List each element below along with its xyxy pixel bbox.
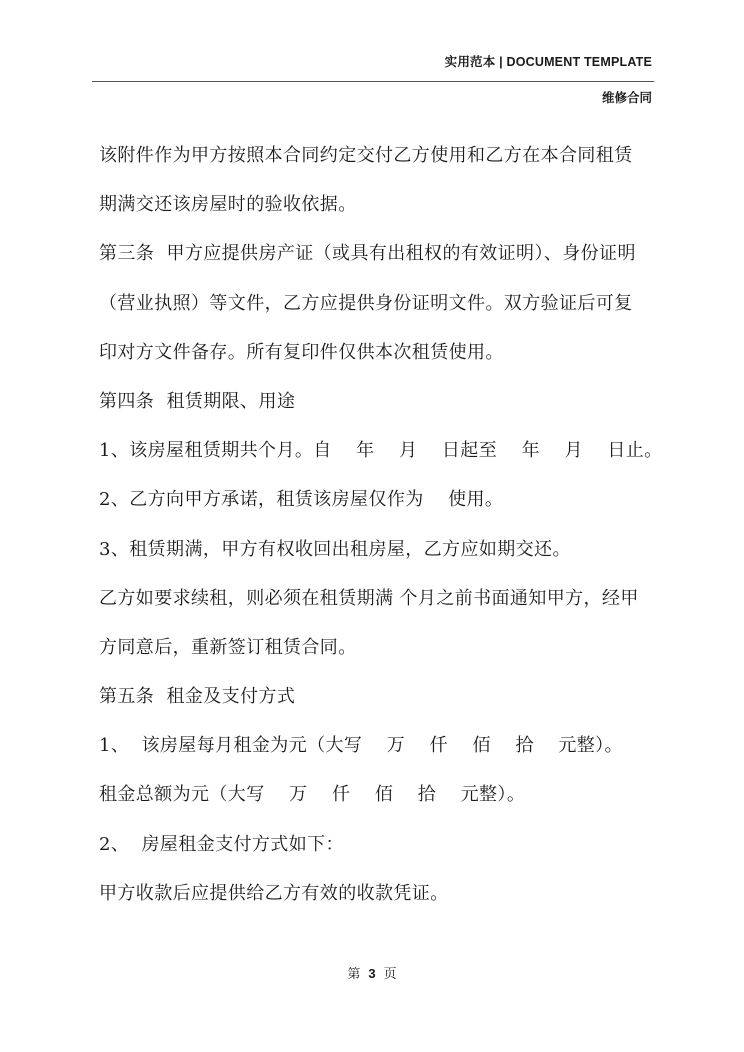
body-line: 方同意后，重新签订租赁合同。: [99, 636, 357, 658]
body-line: 1、 该房屋每月租金为元（大写 万 仟 佰 拾 元整）。: [99, 735, 623, 757]
body-line: 期满交还该房屋时的验收依据。: [99, 194, 357, 216]
body-line: 甲方收款后应提供给乙方有效的收款凭证。: [99, 882, 449, 904]
body-line: 1、该房屋租赁期共个月。自 年 月 日起至 年 月 日止。: [99, 440, 663, 462]
body-line: 3、租赁期满，甲方有权收回出租房屋，乙方应如期交还。: [99, 538, 571, 560]
article-heading: 第五条 租金及支付方式: [99, 686, 296, 708]
document-header-title: 实用范本 | DOCUMENT TEMPLATE: [444, 55, 652, 69]
contract-body: [99, 131, 663, 918]
article-heading: 第三条 甲方应提供房产证（或具有出租权的有效证明）、身份证明: [99, 243, 636, 265]
body-line: 2、 房屋租金支付方式如下：: [99, 833, 344, 855]
body-line: 乙方如要求续租，则必须在租赁期满 个月之前书面通知甲方，经甲: [99, 587, 639, 609]
body-line: （营业执照）等文件，乙方应提供身份证明文件。双方验证后可复: [99, 292, 633, 314]
header-divider: [92, 81, 654, 82]
page-footer: [0, 963, 744, 982]
page-number-suffix: 页: [383, 967, 397, 982]
body-line: 2、乙方向甲方承诺，租赁该房屋仅作为 使用。: [99, 489, 504, 511]
body-line: 租金总额为元（大写 万 仟 佰 拾 元整）。: [99, 784, 526, 806]
body-line: 印对方文件备存。所有复印件仅供本次租赁使用。: [99, 341, 504, 363]
article-heading: 第四条 租赁期限、用途: [99, 390, 296, 412]
page-number: 3: [368, 966, 376, 981]
body-line: 该附件作为甲方按照本合同约定交付乙方使用和乙方在本合同租赁: [99, 145, 633, 166]
document-subtitle: 维修合同: [601, 91, 652, 105]
page-number-prefix: 第: [347, 967, 361, 982]
